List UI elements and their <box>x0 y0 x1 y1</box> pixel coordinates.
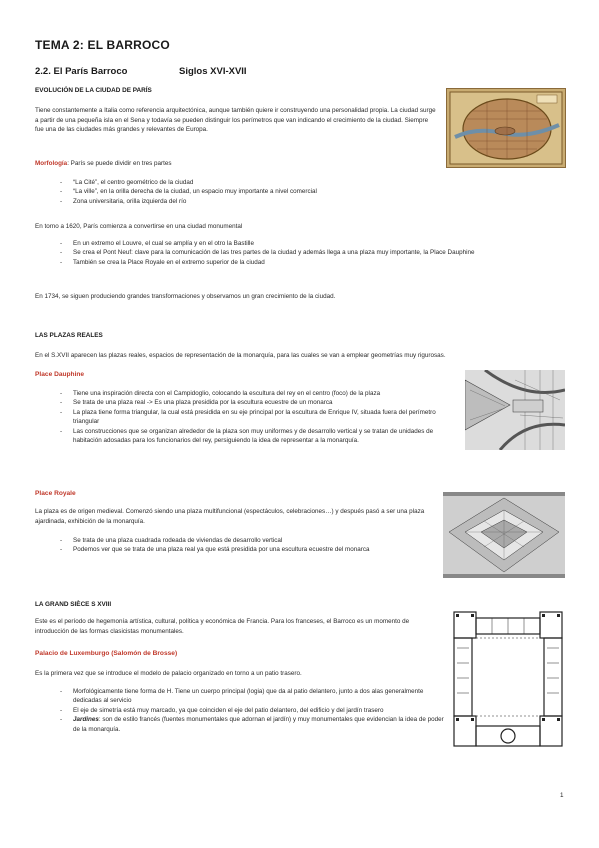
list-item: - La plaza tiene forma triangular, la cual está presidida en su eje principal por la escultura de Enrique IV, situada fuera del perímetro triangular <box>60 408 457 427</box>
list-item: - Zona universitaria, orilla izquierda del río <box>60 197 420 206</box>
luxemburgo-list <box>60 687 445 734</box>
plazas-intro: En el S.XVII aparecen las plazas reales, espacios de representación de la monarquía, para las cuales se van a emplear geometrías muy rigurosas. <box>35 352 446 359</box>
morfologia-label: Morfología <box>35 160 68 167</box>
list-item: - Morfológicamente tiene forma de H. Tiene un cuerpo principal (logia) que da al patio delantero, junto a dos alas generalmente dedicadas al servicio <box>60 687 445 706</box>
heading-plazas: LAS PLAZAS REALES <box>35 332 103 339</box>
royale-list <box>60 536 440 555</box>
page-title: TEMA 2: EL BARROCO <box>35 38 170 52</box>
list-item <box>60 715 445 734</box>
royale-intro: La plaza es de origen medieval. Comenzó siendo una plaza multifuncional (espectáculos, celebraciones…) y después pasó a ser una plaza ajardinada, exhibición de la monarquía. <box>35 508 425 525</box>
hacia-1620: En torno a 1620, París comienza a convertirse en una ciudad monumental <box>35 223 243 230</box>
luxemburgo-intro: Es la primera vez que se introduce el modelo de palacio organizado en torno a un patio trasero. <box>35 670 302 677</box>
heading-evolucion: EVOLUCIÓN DE LA CIUDAD DE PARÍS <box>35 87 152 94</box>
list-item: - “La Cité”, el centro geométrico de la ciudad <box>60 178 420 187</box>
jardines-label: Jardines <box>73 716 99 724</box>
list-item: - Se trata de una plaza real -> Es una plaza presidida por la escultura ecuestre de un monarca <box>60 398 457 407</box>
list-item: - Se crea el Pont Neuf: clave para la comunicación de las tres partes de la ciudad y además llega a una plaza muy importante, la Place Dauphine <box>60 248 560 257</box>
jardines-text: : son de estilo francés (fuentes monumentales que adornan el jardín) y muy monumentales que evidencian la idea de poder de la monarquía. <box>73 716 444 733</box>
list-item: - “La ville”, en la orilla derecha de la ciudad, un espacio muy importante a nivel comercial <box>60 187 420 196</box>
heading-grand-siecle: LA GRAND SIÈCE S XVIII <box>35 601 112 608</box>
list-item: - También se crea la Place Royale en el extremo superior de la ciudad <box>60 258 560 267</box>
section-title: 2.2. El París Barroco <box>35 66 128 77</box>
items-1620-list <box>60 239 560 267</box>
page-number: 1 <box>560 792 564 799</box>
list-item: - Se trata de una plaza cuadrada rodeada de viviendas de desarrollo vertical <box>60 536 440 545</box>
luxemburgo-title: Palacio de Luxemburgo (Salomón de Brosse) <box>35 650 178 657</box>
morfologia-line <box>35 159 172 169</box>
place-royale-image <box>443 492 565 578</box>
list-item: - Las construcciones que se organizan alrededor de la plaza son muy uniformes y de desarrollo vertical y se tratan de unidades de habitación adosadas para los funcionarios del rey, persiguiendo la idea de representar a la monarquía. <box>60 427 457 446</box>
dauphine-list <box>60 389 457 445</box>
list-item: - Podemos ver que se trata de una plaza real ya que está presidida por una escultura ecuestre del monarca <box>60 545 440 554</box>
grand-siecle-intro: Este es el período de hegemonía artística, cultural, política y económica de Francia. Para los franceses, el Barroco es un momento de introducción de las formas clasicistas monumentales. <box>35 618 410 635</box>
list-item: - El eje de simetría está muy marcado, ya que coinciden el eje del patio delantero, del edificio y del jardín trasero <box>60 706 445 715</box>
paris-map-image <box>446 88 566 168</box>
list-item: - En un extremo el Louvre, el cual se amplía y en el otro la Bastille <box>60 239 560 248</box>
place-dauphine-title: Place Dauphine <box>35 371 85 378</box>
place-royale-title: Place Royale <box>35 490 76 497</box>
evolucion-intro: Tiene constantemente a Italia como referencia arquitectónica, aunque también quiere ir construyendo una personalidad propia. La ciudad surge a partir de una pequeña isla en el Sena y todavía se pueden distinguir los perímetros que van indicando el crecimiento de la ciudad. Siempre fue una de las ciudades más grandes y relevantes de Europa. <box>35 107 436 134</box>
partes-list <box>60 178 420 206</box>
morfologia-text: : París se puede dividir en tres partes <box>67 160 172 167</box>
luxemburgo-plan-image <box>452 608 564 753</box>
section-period: Siglos XVI-XVII <box>179 66 247 77</box>
list-item: - Tiene una inspiración directa con el Campidoglio, colocando la escultura del rey en el centro (foco) de la plaza <box>60 389 457 398</box>
place-dauphine-image <box>465 370 565 450</box>
en-1734: En 1734, se siguen produciendo grandes transformaciones y observamos un gran crecimiento de la ciudad. <box>35 293 336 300</box>
